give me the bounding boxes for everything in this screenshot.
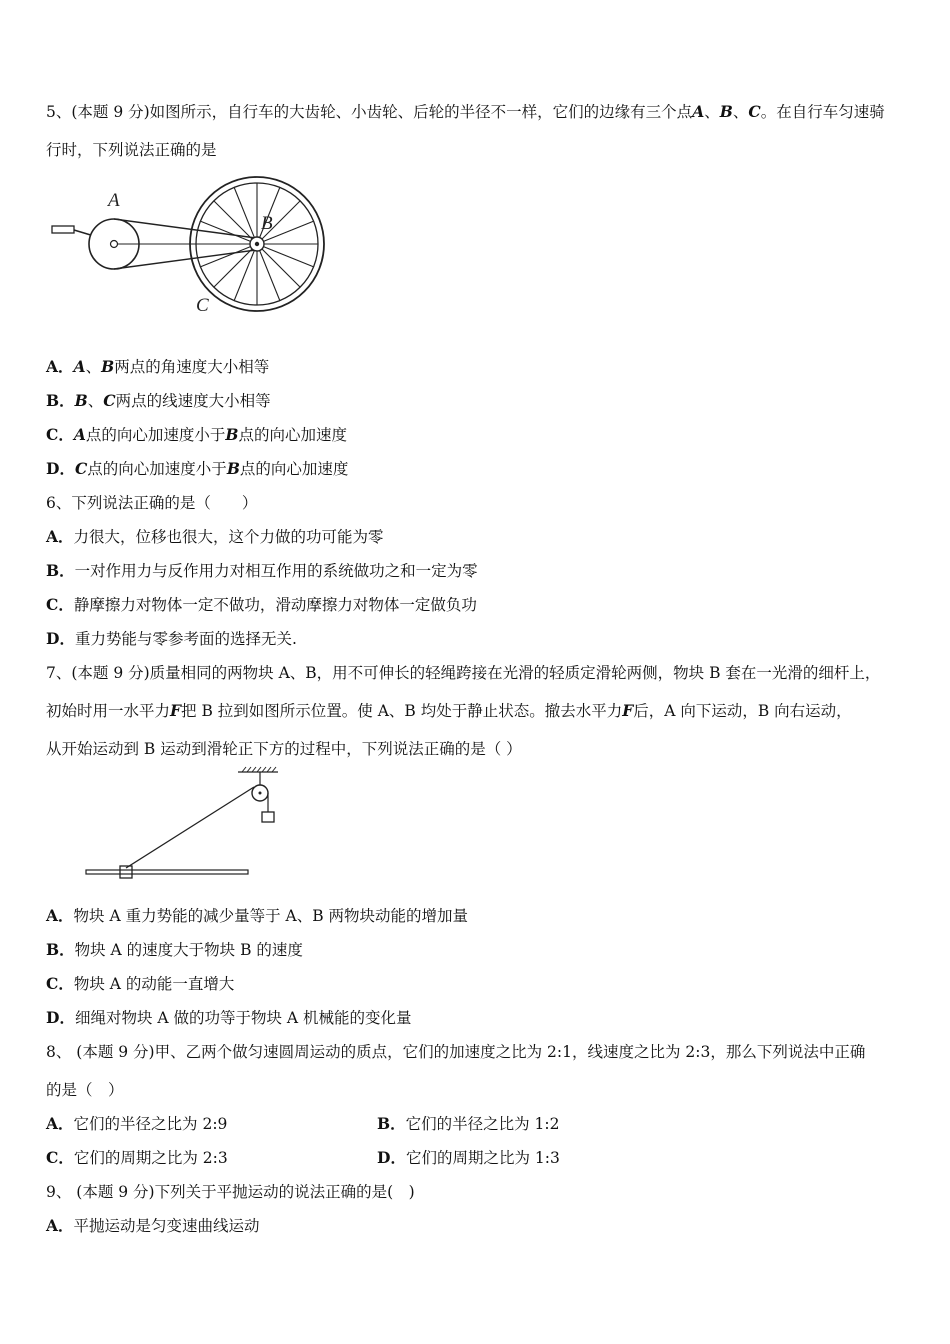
option-label: B．: [377, 1114, 406, 1133]
q8-stem-line2: 的是（ ）: [46, 1081, 124, 1099]
option-text: 物块 A 重力势能的减少量等于 A、B 两物块动能的增加量: [73, 907, 469, 925]
option-text: 它们的半径之比为 2:9: [73, 1115, 228, 1133]
option-text: 重力势能与零参考面的选择无关.: [74, 630, 297, 648]
pulley-figure: [84, 766, 254, 886]
option-sep: 、: [87, 392, 104, 410]
q5-stem-text: 5、(本题 9 分)如图所示，自行车的大齿轮、小齿轮、后轮的半径不一样，它们的边缘有三个点: [46, 103, 693, 121]
option-text: 静摩擦力对物体一定不做功，滑动摩擦力对物体一定做负功: [73, 596, 477, 614]
q6-stem: 6、下列说法正确的是（ ）: [46, 494, 258, 512]
q8-option-c[interactable]: [46, 1148, 228, 1168]
option-var: A: [73, 357, 86, 376]
option-text: 细绳对物块 A 做的功等于物块 A 机械能的变化量: [74, 1009, 412, 1027]
q7-stem-line1: 7、(本题 9 分)质量相同的两物块 A、B，用不可伸长的轻绳跨接在光滑的轻质定滑轮两侧，物块 B 套在一光滑的细杆上，: [46, 664, 881, 682]
q5-stem-line1: [46, 102, 885, 122]
force-symbol: F: [622, 701, 634, 720]
option-text: 点的向心加速度: [239, 460, 349, 478]
q7-option-c[interactable]: [46, 974, 234, 994]
option-label: C．: [46, 1148, 74, 1167]
option-text: 点的向心加速度: [238, 426, 348, 444]
label-b: B: [261, 213, 273, 234]
big-gear-hub: [111, 241, 118, 248]
q8-option-d[interactable]: [377, 1148, 560, 1168]
option-text: 点的向心加速度小于: [85, 426, 226, 444]
option-label: C．: [46, 595, 74, 614]
pulley-axle: [259, 792, 262, 795]
q5-point-b: B: [719, 102, 733, 121]
q7-text: 初始时用一水平力: [46, 702, 171, 720]
option-label: D．: [46, 629, 75, 648]
q5-option-a[interactable]: [46, 357, 269, 377]
option-var: B: [226, 459, 240, 478]
q5-point-a: A: [692, 102, 705, 121]
option-label: A．: [46, 1216, 74, 1235]
q5-sep: 、: [704, 103, 720, 121]
small-gear-hub: [255, 242, 259, 246]
q7-option-d[interactable]: [46, 1008, 412, 1028]
option-label: B．: [46, 561, 75, 580]
q5-option-b[interactable]: [46, 391, 271, 411]
label-c: C: [196, 295, 209, 316]
option-text: 它们的周期之比为 2:3: [73, 1149, 228, 1167]
option-text: 它们的周期之比为 1:3: [405, 1149, 560, 1167]
option-label: A．: [46, 527, 74, 546]
q5-stem-line2: 行时，下列说法正确的是: [46, 141, 217, 159]
q8-option-b[interactable]: [377, 1114, 559, 1134]
option-var: C: [103, 391, 116, 410]
option-text: 两点的角速度大小相等: [114, 358, 270, 376]
q7-option-b[interactable]: [46, 940, 303, 960]
q5-stem-text-end: 。在自行车匀速骑: [760, 103, 885, 121]
option-label: A．: [46, 357, 74, 376]
q9-option-a[interactable]: [46, 1216, 260, 1236]
q7-text: 把 B 拉到如图所示位置。使 A、B 均处于静止状态。撤去水平力: [181, 702, 623, 720]
ceiling-hatch: [242, 767, 276, 772]
option-text: 力很大，位移也很大，这个力做的功可能为零: [73, 528, 384, 546]
label-a: A: [108, 190, 120, 211]
q8-option-a[interactable]: [46, 1114, 227, 1134]
bicycle-figure: [46, 180, 346, 320]
option-label: A．: [46, 906, 74, 925]
option-text: 物块 A 的速度大于物块 B 的速度: [74, 941, 303, 959]
option-label: D．: [46, 459, 75, 478]
q7-text: 后，A 向下运动，B 向右运动，: [633, 702, 852, 720]
q9-stem: 9、 (本题 9 分)下列关于平抛运动的说法正确的是( ): [46, 1183, 415, 1201]
q5-point-c: C: [748, 102, 761, 121]
block-a: [262, 812, 274, 822]
option-text: 物块 A 的动能一直增大: [73, 975, 235, 993]
option-var: B: [225, 425, 239, 444]
q7-option-a[interactable]: [46, 906, 468, 926]
option-text: 一对作用力与反作用力对相互作用的系统做功之和一定为零: [74, 562, 478, 580]
option-text: 平抛运动是匀变速曲线运动: [73, 1217, 260, 1235]
q6-option-c[interactable]: [46, 595, 477, 615]
option-text: 两点的线速度大小相等: [115, 392, 271, 410]
option-label: C．: [46, 425, 74, 444]
force-symbol: F: [170, 701, 182, 720]
option-text: 它们的半径之比为 1:2: [405, 1115, 560, 1133]
q7-stem-line2: [46, 701, 852, 721]
option-var: A: [73, 425, 86, 444]
q6-option-d[interactable]: [46, 629, 297, 649]
rod: [86, 870, 248, 874]
option-label: D．: [46, 1008, 75, 1027]
option-var: B: [101, 357, 115, 376]
q6-option-b[interactable]: [46, 561, 478, 581]
q6-option-a[interactable]: [46, 527, 384, 547]
rope-to-b: [126, 787, 254, 868]
q8-stem-line1: 8、 (本题 9 分)甲、乙两个做匀速圆周运动的质点，它们的加速度之比为 2:1，线速度之比为 2:3，那么下列说法中正确: [46, 1043, 866, 1061]
option-label: B．: [46, 940, 75, 959]
pedal: [52, 226, 74, 233]
q7-stem-line3: 从开始运动到 B 运动到滑轮正下方的过程中，下列说法正确的是（ ）: [46, 740, 522, 758]
option-label: C．: [46, 974, 74, 993]
option-sep: 、: [85, 358, 102, 376]
option-text: 点的向心加速度小于: [87, 460, 227, 478]
q5-option-c[interactable]: [46, 425, 347, 445]
q5-option-d[interactable]: [46, 459, 348, 479]
option-var: C: [74, 459, 88, 478]
option-var: B: [74, 391, 88, 410]
option-label: B．: [46, 391, 75, 410]
option-label: A．: [46, 1114, 74, 1133]
option-label: D．: [377, 1148, 406, 1167]
q5-sep: 、: [732, 103, 749, 121]
